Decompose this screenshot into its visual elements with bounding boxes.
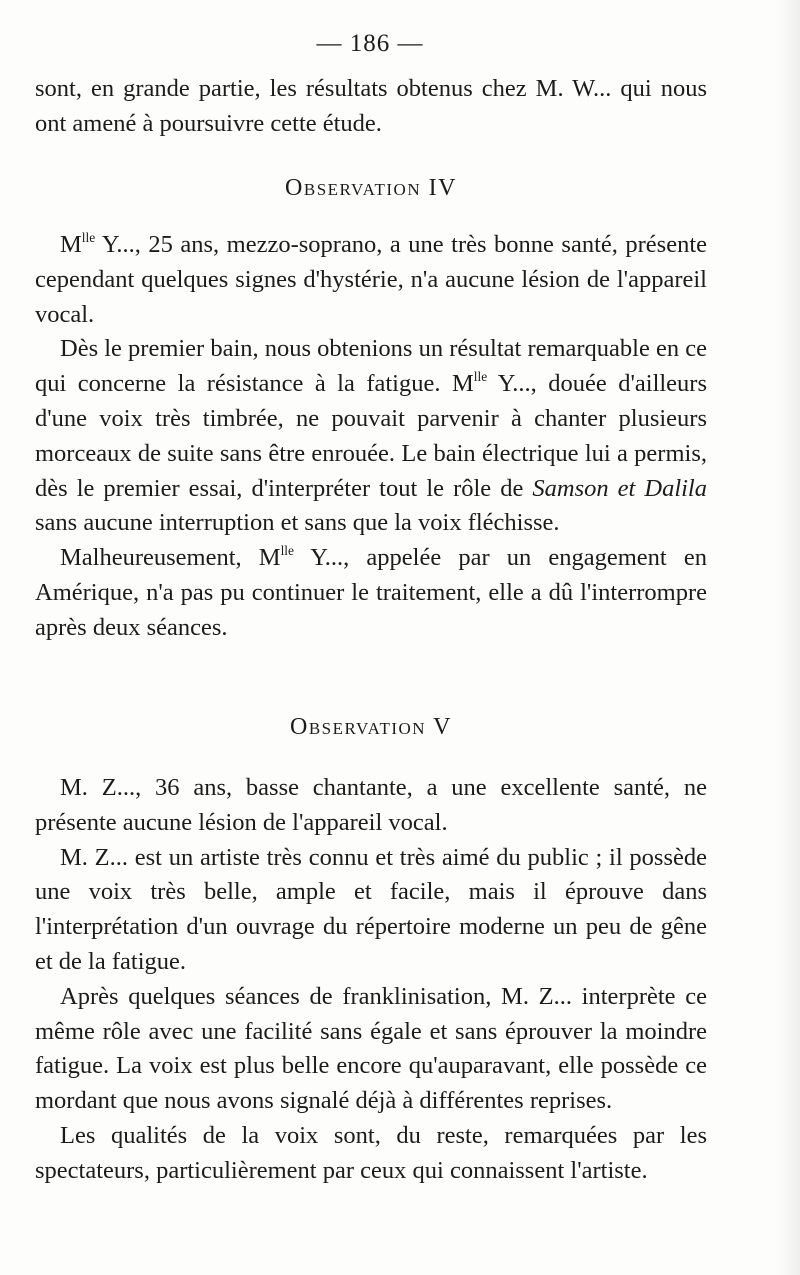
observation-5-paragraph-4: Les qualités de la voix sont, du reste, remarquées par les spectateurs, particulièrement par ceux qui connaissent l'artiste.	[35, 1121, 707, 1184]
superscript: lle	[473, 369, 488, 385]
observation-5-paragraph-2: M. Z... est un artiste très connu et très aimé du public ; il possède une voix très belle, ample et facile, mais il éprouve dans l'interprétation d'un ouvrage du répertoire moderne un peu de gêne et de la fatigue.	[35, 843, 707, 975]
observation-4-paragraph-1	[35, 228, 707, 332]
observation-4-body	[35, 228, 707, 646]
text-run: Y..., appelée par un engagement en Amérique, n'a pas pu continuer le traitement, elle a dû l'interrompre après deux séances.	[35, 544, 707, 641]
observation-5-paragraph-1: M. Z..., 36 ans, basse chantante, a une excellente santé, ne présente aucune lésion de l'appareil vocal.	[35, 774, 707, 836]
text-run: sans aucune interruption et sans que la voix fléchisse.	[35, 509, 560, 537]
observation-4-paragraph-2	[35, 332, 707, 541]
superscript: lle	[81, 229, 96, 245]
text-run: Dès le premier bain, nous obtenions un résultat remarquable en ce qui concerne la résistance à la fatigue. M	[35, 335, 707, 398]
text-run: Y..., 25 ans, mezzo-soprano, a une très bonne santé, présente cependant quelques signes d'hystérie, n'a aucune lésion de l'appareil vocal.	[35, 231, 707, 328]
observation-4-heading: Observation IV	[285, 175, 457, 201]
intro-paragraph: sont, en grande partie, les résultats obtenus chez M. W... qui nous ont amené à poursuivre cette étude.	[35, 75, 707, 137]
superscript: lle	[280, 543, 295, 559]
text-run: Y..., douée d'ailleurs d'une voix très timbrée, ne pouvait parvenir à chanter plusieurs morceaux de suite sans être enrouée. Le bain électrique lui a permis, dès le premier essai, d'interpréter tout le rôle de	[35, 370, 708, 502]
work-title: Samson et Dalila	[532, 474, 707, 502]
text-run: M	[60, 231, 82, 258]
observation-5-paragraph-3: Après quelques séances de franklinisation, M. Z... interprète ce même rôle avec une facilité sans égale et sans éprouver la moindre fatigue. La voix est plus belle encore qu'auparavant, elle possède ce mordant que nous avons signalé déjà à différentes reprises.	[35, 982, 707, 1115]
observation-5-heading: Observation V	[290, 714, 452, 740]
intro-paragraph-block	[35, 72, 707, 142]
observation-5-body	[35, 771, 707, 1189]
text-run: Malheureusement, M	[60, 544, 281, 572]
observation-4-paragraph-3	[35, 541, 707, 645]
page-number: — 186 —	[316, 30, 424, 57]
